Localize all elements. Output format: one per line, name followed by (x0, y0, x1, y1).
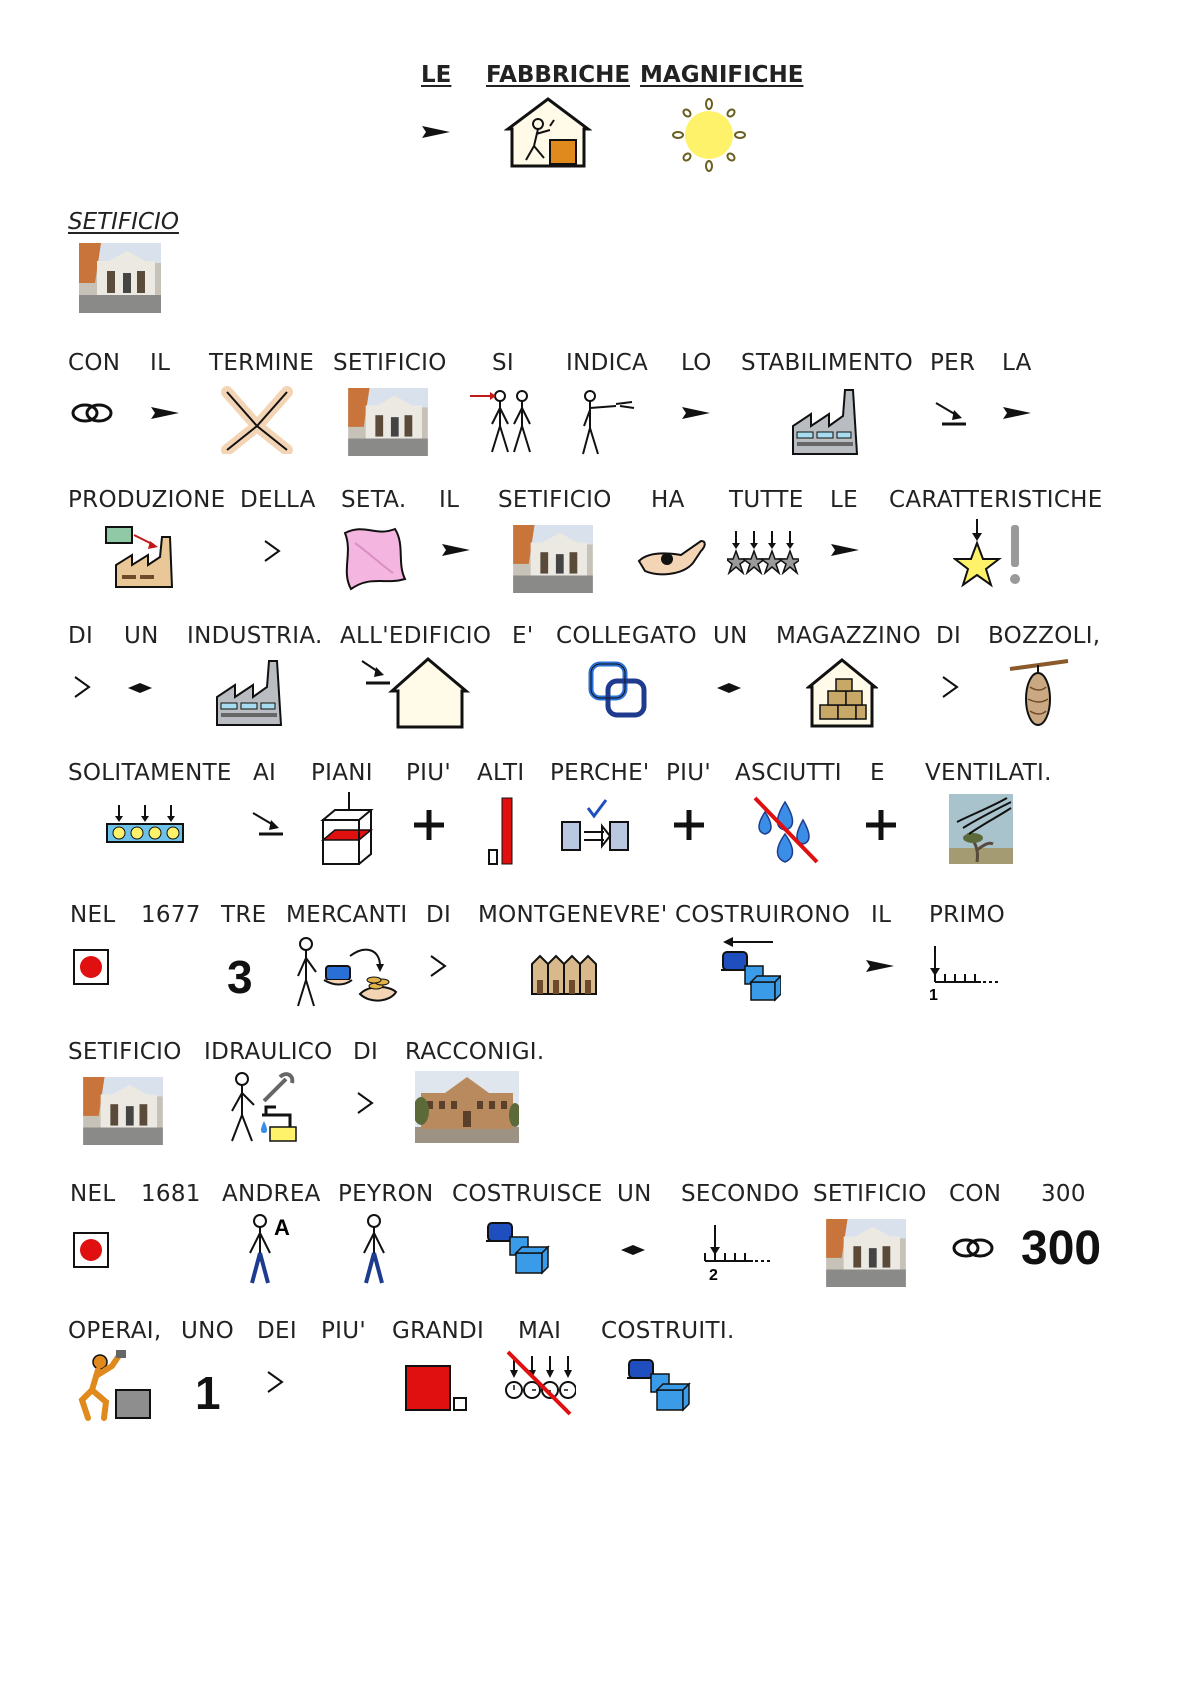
because-icon (560, 796, 632, 858)
word: MAGAZZINO (776, 623, 922, 649)
word: CARATTERISTICHE (889, 487, 1103, 513)
of-chevron-icon (428, 954, 448, 978)
big-square-icon (404, 1364, 470, 1416)
word: UNO (181, 1318, 235, 1344)
word: E (870, 760, 885, 786)
word: OPERAI, (68, 1318, 162, 1344)
for-arrow-icon (934, 400, 968, 426)
word: CON (68, 350, 121, 376)
article-pointer-icon (830, 542, 860, 558)
title-word: LE (421, 62, 452, 88)
hydraulic-tap-icon (228, 1071, 298, 1143)
number-one: 1 (195, 1367, 221, 1419)
with-rings-icon (951, 1237, 995, 1259)
word: CON (949, 1181, 1002, 1207)
word: UN (124, 623, 159, 649)
article-diamond-icon (717, 682, 741, 694)
word: DI (68, 623, 94, 649)
word: MERCANTI (286, 902, 408, 928)
build-blocks-icon (486, 1211, 550, 1277)
in-point-icon (72, 1231, 110, 1269)
word: NEL (70, 1181, 116, 1207)
word: COLLEGATO (556, 623, 697, 649)
article-pointer-icon (150, 405, 180, 421)
word: PIANI (311, 760, 373, 786)
word: SECONDO (681, 1181, 800, 1207)
sentence-line (0, 1039, 1190, 1159)
word: ANDREA (222, 1181, 321, 1207)
word: IDRAULICO (204, 1039, 333, 1065)
worker-icon (78, 1350, 154, 1422)
word: MAI (518, 1318, 562, 1344)
ordinal-number: 1 (929, 987, 938, 1002)
word: UN (617, 1181, 652, 1207)
never-icon (504, 1348, 576, 1418)
title-word: MAGNIFICHE (640, 62, 804, 88)
word: TRE (221, 902, 267, 928)
article-pointer-icon (865, 958, 895, 974)
word: PRODUZIONE (68, 487, 226, 513)
silk-mill-photo-icon (79, 243, 161, 313)
word: PIU' (406, 760, 452, 786)
ordinal-number: 2 (709, 1267, 718, 1283)
first-ordinal-icon (929, 944, 1003, 1002)
to-building-icon (360, 655, 470, 731)
factory-icon (215, 657, 285, 727)
word: AI (253, 760, 277, 786)
word: ALL'EDIFICIO (340, 623, 492, 649)
section-heading: SETIFICIO (68, 209, 179, 235)
in-point-icon (72, 948, 110, 986)
document-title (0, 62, 1190, 172)
word: DI (353, 1039, 379, 1065)
word: PIU' (666, 760, 712, 786)
word: MONTGENEVRE' (478, 902, 668, 928)
word: LA (1002, 350, 1032, 376)
article-pointer-icon (441, 542, 471, 558)
to-arrow-icon (251, 810, 285, 836)
article-diamond-icon (621, 1244, 645, 1256)
sparkle-sun-icon (672, 98, 746, 172)
word: SETIFICIO (498, 487, 612, 513)
word: 1681 (141, 1181, 201, 1207)
article-pointer-icon (681, 405, 711, 421)
plus-icon (412, 808, 446, 842)
sentence-line (0, 350, 1190, 470)
word: NEL (70, 902, 116, 928)
letter-a: A (274, 1215, 290, 1240)
word: PRIMO (929, 902, 1006, 928)
all-stars-icon (727, 529, 799, 575)
word: TUTTE (729, 487, 804, 513)
word: IL (871, 902, 892, 928)
word: STABILIMENTO (741, 350, 914, 376)
of-chevron-icon (262, 539, 282, 563)
silk-mill-photo-icon (347, 388, 429, 456)
person-andrea-icon (238, 1213, 298, 1285)
second-ordinal-icon (701, 1223, 773, 1283)
of-chevron-icon (265, 1370, 285, 1394)
racconigi-castle-photo-icon (415, 1071, 519, 1143)
word: SI (492, 350, 514, 376)
silk-mill-photo-icon (512, 525, 594, 593)
merchant-icon (294, 936, 398, 1008)
word: INDUSTRIA. (187, 623, 323, 649)
word: SOLITAMENTE (68, 760, 232, 786)
article-diamond-icon (128, 682, 152, 694)
term-crossed-arms-icon (221, 386, 293, 454)
word: IL (439, 487, 460, 513)
windy-tree-icon (949, 794, 1013, 864)
word: IL (150, 350, 171, 376)
town-houses-icon (530, 952, 600, 996)
number-300: 300 (1021, 1222, 1102, 1275)
floor-cube-icon (319, 790, 375, 868)
person-peyron-icon (352, 1213, 396, 1285)
reflexive-people-icon (468, 386, 538, 456)
word: COSTRUIRONO (675, 902, 851, 928)
connected-chain-icon (588, 661, 648, 719)
word: SETIFICIO (333, 350, 447, 376)
sentence-line (0, 1318, 1190, 1438)
word: SETA. (341, 487, 407, 513)
sentence-line (0, 1181, 1190, 1301)
word: SETIFICIO (68, 1039, 182, 1065)
word: PER (930, 350, 976, 376)
number-three: 3 (227, 951, 253, 1003)
word: DI (936, 623, 962, 649)
silk-cloth-icon (335, 523, 409, 593)
factory-work-icon (504, 96, 592, 168)
title-word: FABBRICHE (486, 62, 631, 88)
word: TERMINE (209, 350, 315, 376)
word: INDICA (566, 350, 649, 376)
of-chevron-icon (355, 1091, 375, 1115)
word: E' (512, 623, 534, 649)
word: LO (681, 350, 712, 376)
of-chevron-icon (72, 675, 92, 699)
dry-no-water-icon (751, 794, 821, 866)
plus-icon (672, 808, 706, 842)
word: DEI (257, 1318, 297, 1344)
article-pointer-icon (421, 124, 451, 140)
usually-icon (106, 804, 184, 844)
word: PERCHE' (550, 760, 650, 786)
word: SETIFICIO (813, 1181, 927, 1207)
word: ALTI (477, 760, 525, 786)
word: LE (830, 487, 858, 513)
silk-mill-photo-icon (825, 1219, 907, 1287)
has-hand-icon (635, 533, 709, 579)
word: DELLA (240, 487, 316, 513)
word: VENTILATI. (925, 760, 1052, 786)
word: HA (651, 487, 685, 513)
build-blocks-icon (627, 1348, 691, 1414)
word: PEYRON (338, 1181, 434, 1207)
of-chevron-icon (940, 675, 960, 699)
build-blocks-icon (721, 936, 781, 1002)
word: 1677 (141, 902, 201, 928)
with-rings-icon (70, 402, 114, 424)
sentence-line (0, 902, 1190, 1022)
plus-icon (864, 808, 898, 842)
cocoon-chrysalis-icon (1008, 657, 1072, 729)
silk-mill-photo-icon (82, 1077, 164, 1145)
word: 300 (1041, 1181, 1086, 1207)
characteristics-star-icon (953, 517, 1029, 593)
word: DI (426, 902, 452, 928)
sentence-line (0, 760, 1190, 880)
word: ASCIUTTI (735, 760, 842, 786)
word: COSTRUISCE (452, 1181, 603, 1207)
sentence-line (0, 623, 1190, 743)
word: COSTRUITI. (601, 1318, 735, 1344)
word: RACCONIGI. (405, 1039, 545, 1065)
warehouse-boxes-icon (806, 657, 878, 729)
sentence-line (0, 487, 1190, 607)
word: PIU' (321, 1318, 367, 1344)
tall-bar-icon (487, 796, 517, 866)
production-factory-icon (104, 523, 176, 589)
word: UN (713, 623, 748, 649)
word: BOZZOLI, (988, 623, 1101, 649)
word: GRANDI (392, 1318, 485, 1344)
article-pointer-icon (1002, 405, 1032, 421)
indicate-pointing-icon (580, 386, 650, 456)
factory-icon (791, 386, 861, 456)
